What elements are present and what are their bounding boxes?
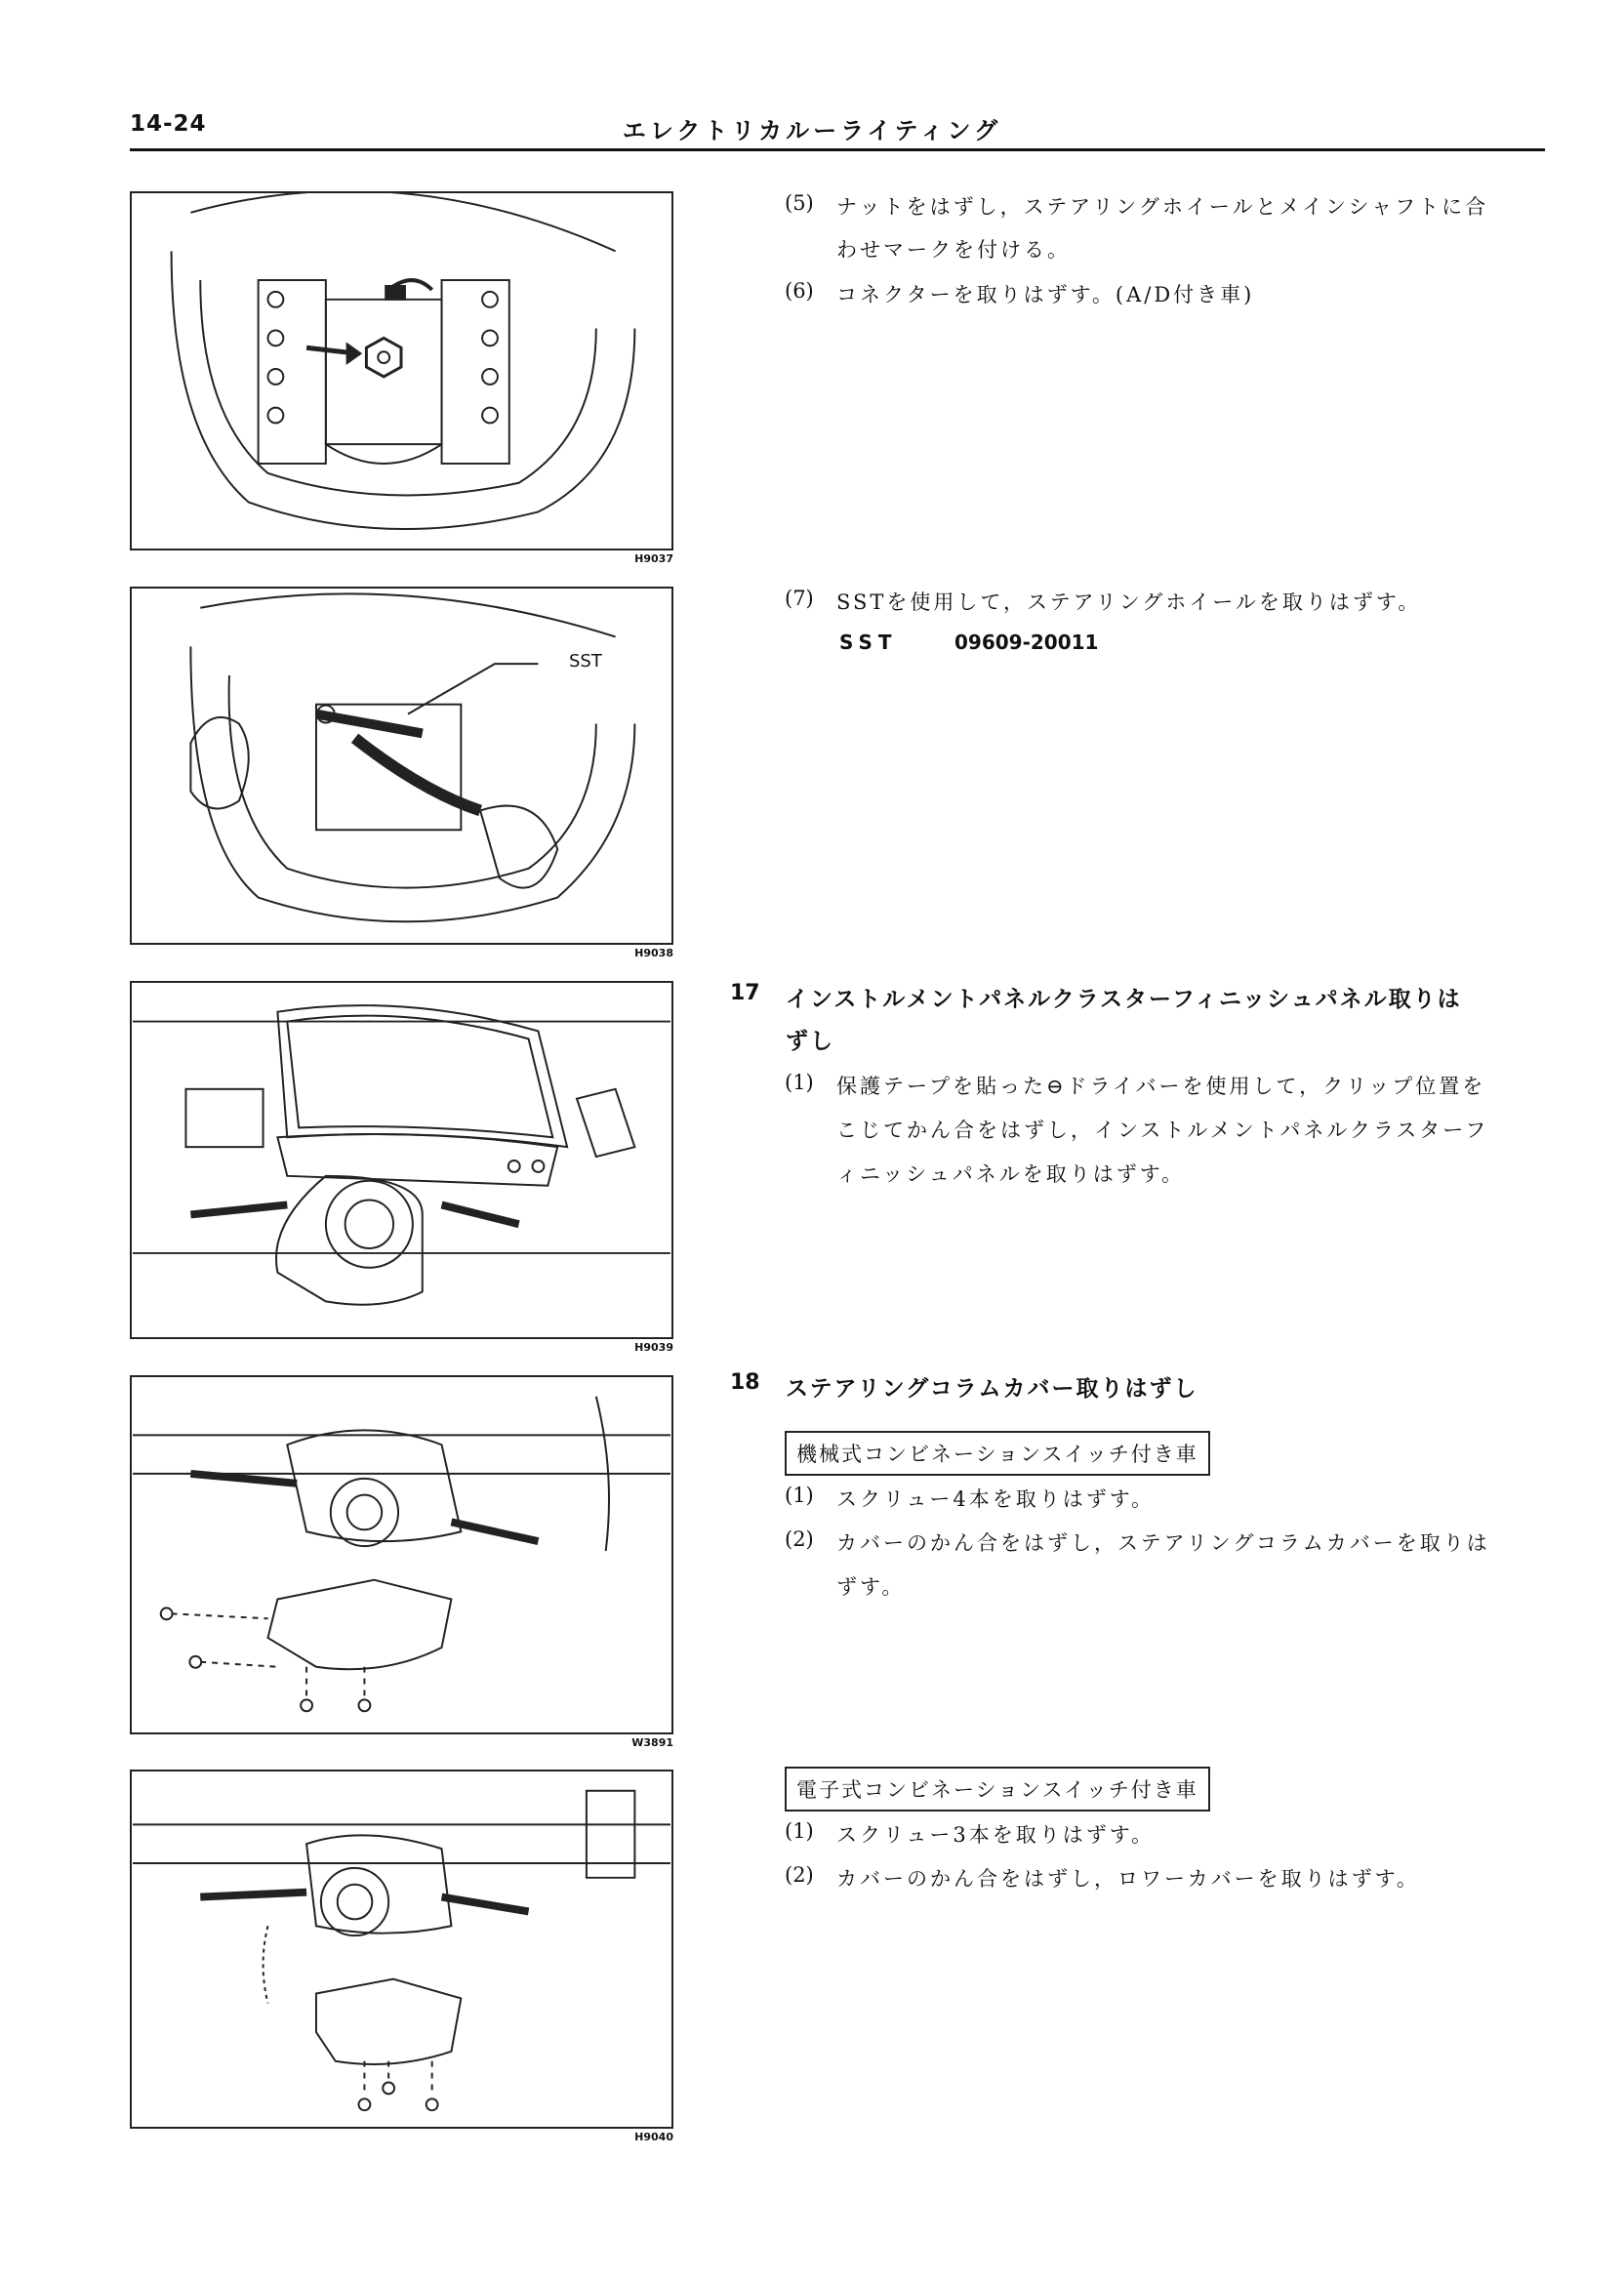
step-text: ィニッシュパネルを取りはずす。	[836, 1162, 1186, 1186]
figure-id-label: H9039	[634, 1341, 673, 1354]
variant-label-electronic: 電子式コンビネーションスイッチ付き車	[785, 1767, 1210, 1812]
step-text: こじてかん合をはずし，インストルメントパネルクラスターフ	[836, 1119, 1489, 1142]
figure-id-label: W3891	[631, 1736, 673, 1749]
header-rule	[130, 148, 1545, 151]
step-text: コネクターを取りはずす。(A/D付き車)	[836, 283, 1255, 306]
section-number: 17	[730, 981, 760, 1005]
section-title: ステアリングコラムカバー取りはずし	[786, 1376, 1198, 1402]
page-title: エレクトリカルーライティング	[622, 117, 1002, 144]
step-number: (1)	[785, 1819, 814, 1843]
section-title: インストルメントパネルクラスターフィニッシュパネル取りは	[786, 987, 1462, 1012]
step-number: (7)	[785, 587, 814, 610]
figure-id-label: H9038	[634, 947, 673, 959]
variant-label-mechanical: 機械式コンビネーションスイッチ付き車	[785, 1431, 1210, 1476]
figure-cluster-finish-panel	[130, 981, 673, 1339]
step-number: (1)	[785, 1484, 814, 1507]
sst-callout-label: SST	[569, 651, 602, 672]
step-text: スクリュー3本を取りはずす。	[836, 1823, 1156, 1847]
sst-number: 09609-20011	[954, 631, 1099, 654]
figure-id-label: H9040	[634, 2131, 673, 2143]
step-text: カバーのかん合をはずし，ロワーカバーを取りはずす。	[836, 1867, 1420, 1891]
step-number: (2)	[785, 1527, 814, 1551]
step-number: (6)	[785, 279, 814, 303]
step-text: ナットをはずし，ステアリングホイールとメインシャフトに合	[836, 195, 1489, 219]
step-text: カバーのかん合をはずし，ステアリングコラムカバーを取りは	[836, 1531, 1490, 1555]
figure-column-cover-mechanical	[130, 1375, 673, 1734]
step-text: スクリュー4本を取りはずす。	[836, 1487, 1156, 1511]
figure-id-label: H9037	[634, 552, 673, 565]
page-number: 14-24	[130, 111, 207, 137]
sst-label: SST	[839, 631, 898, 654]
step-number: (2)	[785, 1863, 814, 1887]
step-number: (5)	[785, 191, 814, 215]
step-text: SSTを使用して，ステアリングホイールを取りはずす。	[836, 590, 1422, 614]
figure-column-cover-electronic	[130, 1770, 673, 2129]
section-title: ずし	[786, 1029, 834, 1054]
step-text: わせマークを付ける。	[836, 238, 1071, 262]
figure-steering-wheel-nut	[130, 191, 673, 550]
step-text: 保護テープを貼った⊖ドライバーを使用して，クリップ位置を	[836, 1075, 1486, 1098]
section-number: 18	[730, 1370, 760, 1395]
step-text: ずす。	[836, 1575, 906, 1599]
step-number: (1)	[785, 1071, 814, 1094]
figure-sst-steering-wheel-puller	[130, 587, 673, 945]
